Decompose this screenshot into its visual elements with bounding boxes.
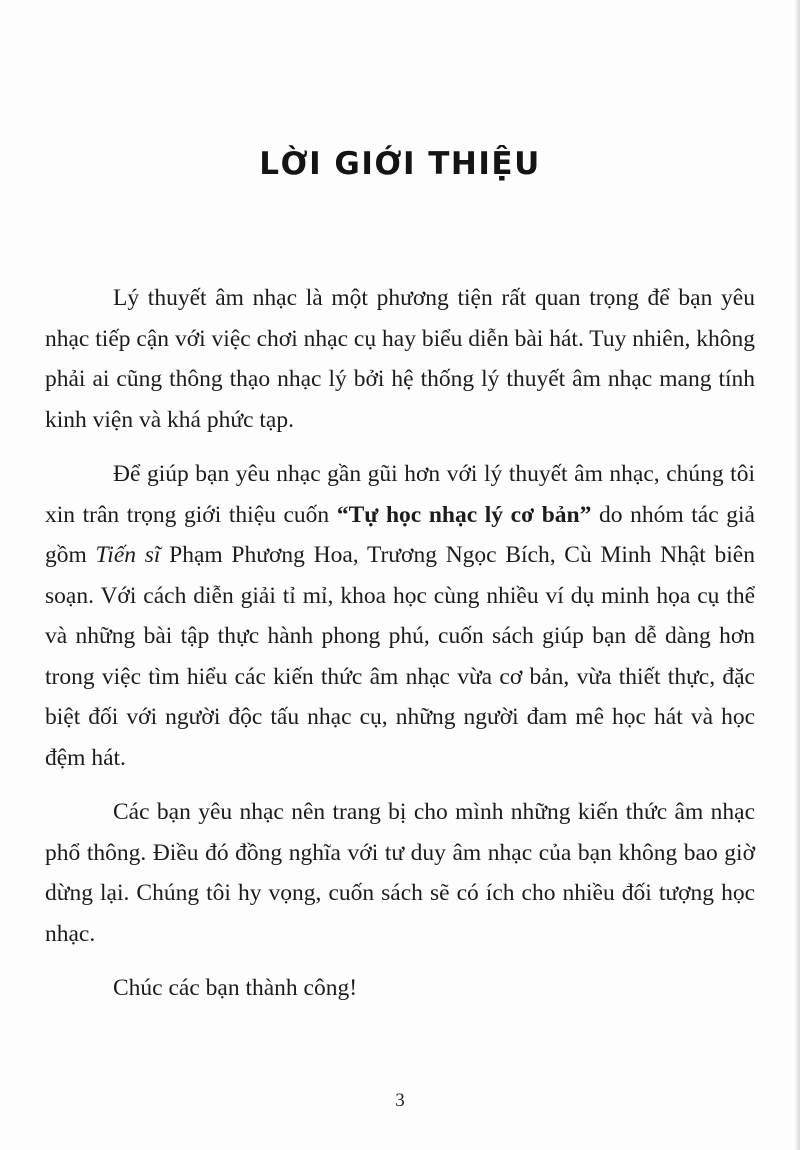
paragraph-2-intro: Để giúp bạn yêu nhạc gần gũi hơn với lý thuyết âm nhạc, chúng tôi xin trân trọng giới thiệu cuốn: [45, 461, 755, 528]
page-title: LỜI GIỚI THIỆU: [259, 146, 541, 182]
paragraph-3: Các bạn yêu nhạc nên trang bị cho mình những kiến thức âm nhạc phổ thông. Điều đó đồng nghĩa với tư duy âm nhạc của bạn không bao giờ dừng lại. Chúng tôi hy vọng, cuốn sách sẽ có ích cho nhiều đối tượng học nhạc.: [45, 799, 755, 947]
body-text: [45, 278, 755, 1023]
paragraph-2: [45, 454, 755, 778]
paragraph-2-rest: Phạm Phương Hoa, Trương Ngọc Bích, Cù Minh Nhật biên soạn. Với cách diễn giải tỉ mỉ, khoa học cùng nhiều ví dụ minh họa cụ thể và những bài tập thực hành phong phú, cuốn sách giúp bạn dễ dàng hơn trong việc tìm hiểu các kiến thức âm nhạc vừa cơ bản, vừa thiết thực, đặc biệt đối với người độc tấu nhạc cụ, những người đam mê học hát và học đệm hát.: [45, 542, 755, 771]
paragraph-2-authors-prefix: do nhóm tác giả gồm: [45, 501, 755, 568]
closing-line: Chúc các bạn thành công!: [113, 975, 358, 1001]
paragraph-1: Lý thuyết âm nhạc là một phương tiện rất quan trọng để bạn yêu nhạc tiếp cận với việc chơi nhạc cụ hay biểu diễn bài hát. Tuy nhiên, không phải ai cũng thông thạo nhạc lý bởi hệ thống lý thuyết âm nhạc mang tính kinh viện và khá phức tạp.: [45, 285, 755, 433]
book-title: “Tự học nhạc lý cơ bản”: [336, 501, 592, 528]
page-number: 3: [395, 1090, 405, 1111]
author-honorific: Tiến sĩ: [95, 542, 161, 568]
